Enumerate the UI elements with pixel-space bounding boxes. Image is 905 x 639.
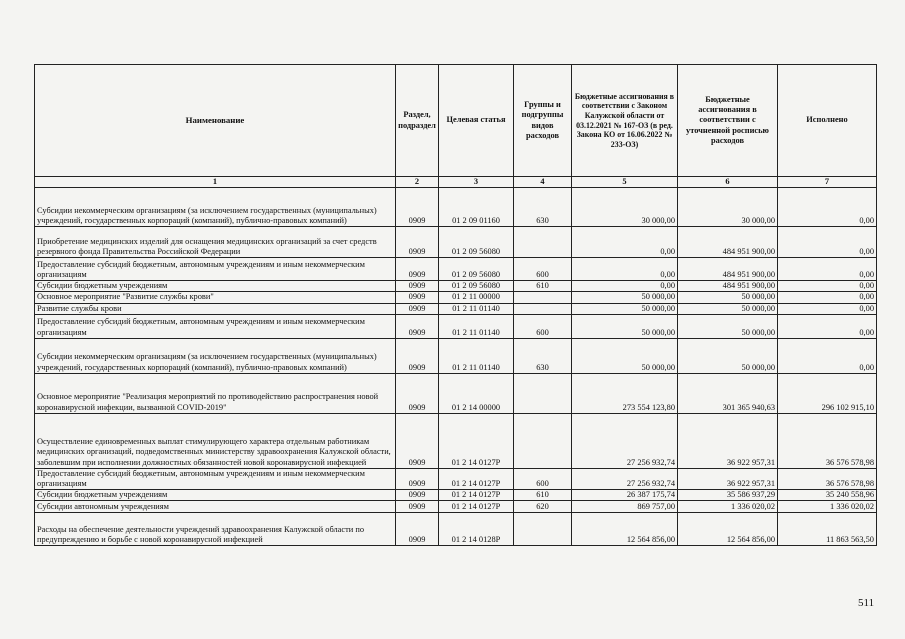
- row-group-cell: 610: [514, 281, 572, 292]
- row-law-amount-cell: 50 000,00: [572, 338, 678, 373]
- row-refined-amount-cell: 36 922 957,31: [678, 468, 778, 489]
- row-group-cell: 630: [514, 188, 572, 227]
- row-executed-amount-cell: 0,00: [778, 303, 877, 314]
- row-section-cell: 0909: [396, 292, 439, 303]
- row-section-cell: 0909: [396, 513, 439, 546]
- table-row: [35, 338, 877, 373]
- row-section-cell: 0909: [396, 281, 439, 292]
- row-executed-amount-cell: 0,00: [778, 227, 877, 258]
- header-row: [35, 65, 877, 177]
- row-target-cell: 01 2 09 56080: [439, 258, 514, 281]
- row-refined-amount-cell: 12 564 856,00: [678, 513, 778, 546]
- row-name-cell: Субсидии некоммерческим организациям (за исключением государственных (муниципальных) учреждений, государственных корпораций (компаний), публично-правовых компаний): [35, 188, 396, 227]
- table-body: [35, 188, 877, 546]
- header-section: Раздел, подраздел: [396, 65, 439, 177]
- row-refined-amount-cell: 30 000,00: [678, 188, 778, 227]
- row-group-cell: [514, 303, 572, 314]
- row-law-amount-cell: 50 000,00: [572, 292, 678, 303]
- row-group-cell: 600: [514, 258, 572, 281]
- row-law-amount-cell: 30 000,00: [572, 188, 678, 227]
- row-refined-amount-cell: 50 000,00: [678, 314, 778, 338]
- row-law-amount-cell: 27 256 932,74: [572, 468, 678, 489]
- table-row: [35, 373, 877, 413]
- row-target-cell: 01 2 09 01160: [439, 188, 514, 227]
- row-refined-amount-cell: 484 951 900,00: [678, 227, 778, 258]
- header-target: Целевая статья: [439, 65, 514, 177]
- row-name-cell: Основное мероприятие "Реализация мероприятий по противодействию распространения новой коронавирусной инфекции, вызванной COVID-2019": [35, 373, 396, 413]
- row-section-cell: 0909: [396, 468, 439, 489]
- row-section-cell: 0909: [396, 188, 439, 227]
- row-executed-amount-cell: 1 336 020,02: [778, 501, 877, 513]
- table-row: [35, 292, 877, 303]
- row-group-cell: [514, 227, 572, 258]
- row-executed-amount-cell: 0,00: [778, 314, 877, 338]
- row-refined-amount-cell: 50 000,00: [678, 292, 778, 303]
- row-section-cell: 0909: [396, 227, 439, 258]
- row-group-cell: [514, 373, 572, 413]
- row-group-cell: 600: [514, 468, 572, 489]
- row-section-cell: 0909: [396, 490, 439, 501]
- row-section-cell: 0909: [396, 314, 439, 338]
- row-executed-amount-cell: 11 863 563,50: [778, 513, 877, 546]
- row-group-cell: 620: [514, 501, 572, 513]
- row-law-amount-cell: 273 554 123,80: [572, 373, 678, 413]
- row-executed-amount-cell: 0,00: [778, 258, 877, 281]
- row-group-cell: [514, 292, 572, 303]
- row-refined-amount-cell: 50 000,00: [678, 338, 778, 373]
- header-executed: Исполнено: [778, 65, 877, 177]
- row-target-cell: 01 2 14 0128Р: [439, 513, 514, 546]
- row-executed-amount-cell: 0,00: [778, 188, 877, 227]
- column-number: 4: [514, 177, 572, 188]
- page-number: 511: [858, 597, 875, 609]
- row-law-amount-cell: 0,00: [572, 258, 678, 281]
- row-group-cell: 630: [514, 338, 572, 373]
- row-law-amount-cell: 0,00: [572, 227, 678, 258]
- table-row: [35, 303, 877, 314]
- row-section-cell: 0909: [396, 501, 439, 513]
- header-groups: Группы и подгруппы видов расходов: [514, 65, 572, 177]
- column-number: 6: [678, 177, 778, 188]
- row-refined-amount-cell: 301 365 940,63: [678, 373, 778, 413]
- row-target-cell: 01 2 14 0127Р: [439, 468, 514, 489]
- row-target-cell: 01 2 09 56080: [439, 281, 514, 292]
- row-executed-amount-cell: 0,00: [778, 292, 877, 303]
- row-name-cell: Субсидии автономным учреждениям: [35, 501, 396, 513]
- budget-table: [34, 64, 877, 546]
- row-group-cell: [514, 513, 572, 546]
- row-name-cell: Осуществление единовременных выплат стимулирующего характера отдельным работникам медицинских организаций, подведомственных министерству здравоохранения Калужской области, заболевшим при исполнении должностных обязанностей новой коронавирусной инфекцией: [35, 413, 396, 468]
- row-executed-amount-cell: 35 240 558,96: [778, 490, 877, 501]
- header-name: Наименование: [35, 65, 396, 177]
- row-law-amount-cell: 12 564 856,00: [572, 513, 678, 546]
- table-row: [35, 227, 877, 258]
- row-name-cell: Расходы на обеспечение деятельности учреждений здравоохранения Калужской области по предупреждению и борьбе с новой коронавирусной инфекцией: [35, 513, 396, 546]
- row-target-cell: 01 2 11 01140: [439, 314, 514, 338]
- table-row: [35, 258, 877, 281]
- row-name-cell: Приобретение медицинских изделий для оснащения медицинских организаций за счет средств резервного фонда Правительства Российской Федерации: [35, 227, 396, 258]
- table-row: [35, 501, 877, 513]
- row-group-cell: [514, 413, 572, 468]
- row-law-amount-cell: 27 256 932,74: [572, 413, 678, 468]
- row-law-amount-cell: 50 000,00: [572, 314, 678, 338]
- row-name-cell: Субсидии некоммерческим организациям (за исключением государственных (муниципальных) учреждений, государственных корпораций (компаний), публично-правовых компаний): [35, 338, 396, 373]
- table-row: [35, 188, 877, 227]
- table-row: [35, 314, 877, 338]
- row-refined-amount-cell: 484 951 900,00: [678, 258, 778, 281]
- row-name-cell: Предоставление субсидий бюджетным, автономным учреждениям и иным некоммерческим организациям: [35, 468, 396, 489]
- row-refined-amount-cell: 36 922 957,31: [678, 413, 778, 468]
- column-number: 7: [778, 177, 877, 188]
- row-law-amount-cell: 0,00: [572, 281, 678, 292]
- row-name-cell: Основное мероприятие "Развитие службы крови": [35, 292, 396, 303]
- row-section-cell: 0909: [396, 258, 439, 281]
- row-name-cell: Предоставление субсидий бюджетным, автономным учреждениям и иным некоммерческим организациям: [35, 314, 396, 338]
- header-law: Бюджетные ассигнования в соответствии с Законом Калужской области от 03.12.2021 № 167-ОЗ (в ред. Закона КО от 16.06.2022 № 233-ОЗ): [572, 65, 678, 177]
- row-target-cell: 01 2 14 00000: [439, 373, 514, 413]
- table-row: [35, 413, 877, 468]
- row-section-cell: 0909: [396, 303, 439, 314]
- row-target-cell: 01 2 11 00000: [439, 292, 514, 303]
- column-number: 5: [572, 177, 678, 188]
- row-name-cell: Субсидии бюджетным учреждениям: [35, 490, 396, 501]
- budget-table-container: [34, 64, 876, 546]
- row-refined-amount-cell: 1 336 020,02: [678, 501, 778, 513]
- row-target-cell: 01 2 11 01140: [439, 303, 514, 314]
- row-refined-amount-cell: 50 000,00: [678, 303, 778, 314]
- row-target-cell: 01 2 11 01140: [439, 338, 514, 373]
- row-group-cell: 610: [514, 490, 572, 501]
- row-section-cell: 0909: [396, 373, 439, 413]
- row-target-cell: 01 2 14 0127Р: [439, 413, 514, 468]
- row-group-cell: 600: [514, 314, 572, 338]
- table-row: [35, 490, 877, 501]
- row-target-cell: 01 2 14 0127Р: [439, 501, 514, 513]
- row-name-cell: Предоставление субсидий бюджетным, автономным учреждениям и иным некоммерческим организациям: [35, 258, 396, 281]
- row-name-cell: Развитие службы крови: [35, 303, 396, 314]
- header-refined: Бюджетные ассигнования в соответствии с уточненной росписью расходов: [678, 65, 778, 177]
- row-executed-amount-cell: 296 102 915,10: [778, 373, 877, 413]
- row-executed-amount-cell: 0,00: [778, 281, 877, 292]
- row-executed-amount-cell: 36 576 578,98: [778, 413, 877, 468]
- row-section-cell: 0909: [396, 338, 439, 373]
- column-number: 3: [439, 177, 514, 188]
- row-law-amount-cell: 26 387 175,74: [572, 490, 678, 501]
- row-executed-amount-cell: 36 576 578,98: [778, 468, 877, 489]
- table-row: [35, 281, 877, 292]
- row-law-amount-cell: 50 000,00: [572, 303, 678, 314]
- row-section-cell: 0909: [396, 413, 439, 468]
- row-refined-amount-cell: 35 586 937,29: [678, 490, 778, 501]
- row-law-amount-cell: 869 757,00: [572, 501, 678, 513]
- column-number: 1: [35, 177, 396, 188]
- row-target-cell: 01 2 14 0127Р: [439, 490, 514, 501]
- column-number: 2: [396, 177, 439, 188]
- row-name-cell: Субсидии бюджетным учреждениям: [35, 281, 396, 292]
- row-executed-amount-cell: 0,00: [778, 338, 877, 373]
- column-number-row: [35, 177, 877, 188]
- table-row: [35, 468, 877, 489]
- row-refined-amount-cell: 484 951 900,00: [678, 281, 778, 292]
- row-target-cell: 01 2 09 56080: [439, 227, 514, 258]
- table-row: [35, 513, 877, 546]
